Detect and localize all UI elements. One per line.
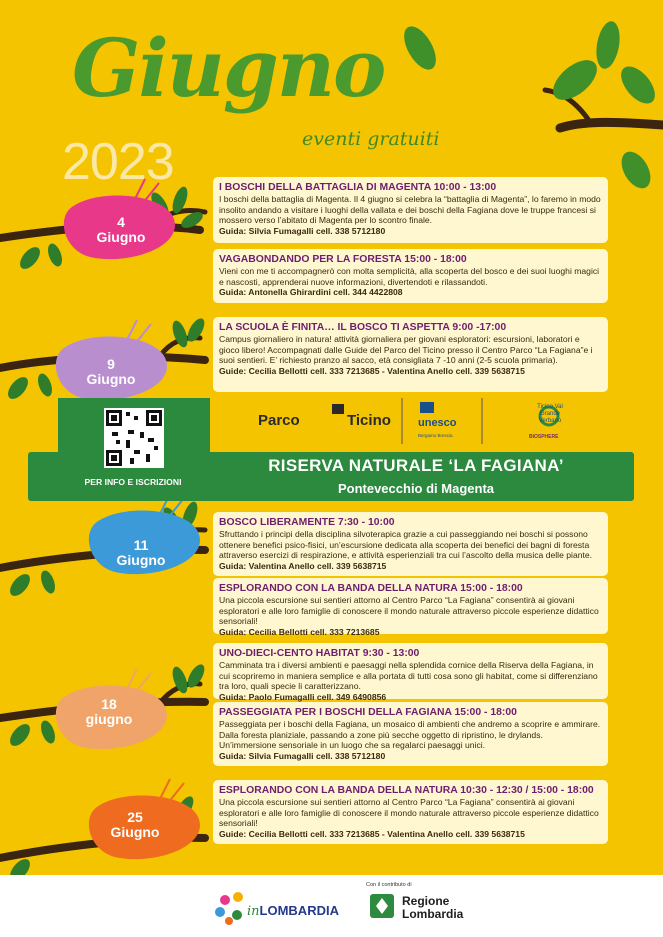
event-description: Una piccola escursione sui sentieri attorno al Centro Parco “La Fagiana” consentirà ai giovani esploratori e alle loro famiglie di conoscere il mondo naturale attraverso piccole esperienze didattico sensoriali! [219,595,599,627]
date-day: 11 [133,537,149,553]
event-guide: Guida: Silvia Fumagalli cell. 338 5712180 [219,750,386,761]
regione-lombardia-logo-icon [370,894,394,918]
banner-subtitle: Pontevecchio di Magenta [337,481,495,496]
regione-line1: Regione [402,894,450,908]
inlombardia-logo-icon [215,892,243,925]
date-month: Giugno [110,824,160,840]
event-description: Passeggiata per i boschi della Fagiana, un mosaico di ambienti che andremo a scoprire e ammirare. Dalla foresta planiziale, passando a zone più secche oggetto di ripristino, le drylands. Un’immersione sensoriale in un luogo che sa regalarci paesaggi unici. [219,719,601,751]
event-guide: Guide: Cecilia Bellotti cell. 333 7213685 - Valentina Anello cell. 339 5638715 [219,365,525,376]
event-description: Una piccola escursione sui sentieri attorno al Centro Parco “La Fagiana” consentirà ai giovani esploratori e alle loro famiglie di conoscere il mondo naturale attraverso piccole esperienze didattico sensoriali! [219,797,599,829]
inlombardia-prefix: in [247,904,260,919]
event-guide: Guida: Silvia Fumagalli cell. 338 5712180 [219,225,386,236]
ticino-reserve-label: Ticino Val Grande Verbano [537,404,563,424]
biosphere-label: BIOSPHERE [529,434,559,440]
date-day: 18 [101,696,117,712]
event-title: ESPLORANDO CON LA BANDA DELLA NATURA 10:30 - 12:30 / 15:00 - 18:00 [219,785,594,796]
event-title: VAGABONDANDO PER LA FORESTA 15:00 - 18:00 [219,254,467,265]
event-guide: Guida: Antonella Ghirardini cell. 344 4422808 [219,287,403,298]
event-description: Vieni con me ti accompagnerò con molta semplicità, alla scoperta del bosco e dei suoi luoghi magici e nascosti, apprenderai nuove informazioni, divertendoti e rilassandoti. [219,266,600,287]
date-month: Giugno [86,371,136,387]
event-description: I boschi della battaglia di Magenta. Il 4 giugno si celebra la “battaglia di Magenta”, lo faremo in modo insolito andando a visitare i luoghi della vallata e dei boschi della Fagiana dove le truppe francesi si mossero verso l’abitato di Magenta per lo scontro finale. [219,194,601,226]
event-title: ESPLORANDO CON LA BANDA DELLA NATURA 15:00 - 18:00 [219,583,523,594]
event-title: BOSCO LIBERAMENTE 7:30 - 10:00 [219,517,395,528]
page-subtitle: eventi gratuiti [302,128,440,150]
event-description: Sfruttando i principi della disciplina silvoterapica grazie a cui passeggiando nei boschi si possono ottenere benefici psico-fisici, un’escursione dedicata alla scoperta dei benefici dei bagni di foresta attraverso esercizi di respirazione, e attività esperienziali tra cui l’ascolto della musica delle piante. [219,529,593,561]
contribution-label: Con il contributo di [366,882,412,888]
regione-line2: Lombardia [402,907,464,921]
inlombardia-label [247,903,339,919]
banner-title: RISERVA NATURALE ‘LA FAGIANA’ [268,456,564,475]
page-title: Giugno [72,21,385,115]
parco-label-left: Parco [258,412,300,429]
event-description: Campus giornaliero in natura! attività giornaliera per giovani esploratori: escursioni, laboratori e gioco libero! Accompagnati dalle Guide del Parco del Ticino presso il Centro Parco “La Fagiana”e i suoi sentieri. E’ richiesto pranzo al sacco, età consigliata 7 -10 anni (2-5 scuola primaria). [219,334,593,366]
event-guide: Guide: Cecilia Bellotti cell. 333 7213685 - Valentina Anello cell. 339 5638715 [219,828,525,839]
event-description: Camminata tra i diversi ambienti e paesaggi nella splendida cornice della Riserva della Fagiana, in cui scopriremo in maniera semplice e alla portata di tutti cosa sono gli habitat, come si differenziano tra loro, quali specie li caratterizzano. [219,660,598,692]
event-title: UNO-DIECI-CENTO HABITAT 9:30 - 13:00 [219,648,420,659]
date-day: 4 [117,214,125,230]
inlombardia-name: LOMBARDIA [259,903,339,918]
date-day: 25 [127,809,143,825]
unesco-sublabel: Bergamo Brescia [418,433,453,438]
date-month: Giugno [116,552,166,568]
event-title: LA SCUOLA È FINITA… IL BOSCO TI ASPETTA 9:00 -17:00 [219,322,507,333]
date-month: giugno [85,711,133,727]
parco-label-right: Ticino [347,412,391,429]
year-label: 2023 [62,133,174,191]
event-guide: Guida: Valentina Anello cell. 339 5638715 [219,560,387,571]
date-month: Giugno [96,229,146,245]
regione-lombardia-label [402,895,463,921]
event-title: I BOSCHI DELLA BATTAGLIA DI MAGENTA 10:00 - 13:00 [219,182,497,193]
info-label: PER INFO E ISCRIZIONI [84,477,182,487]
unesco-label: unesco [418,417,457,429]
date-day: 9 [107,356,115,372]
event-title: PASSEGGIATA PER I BOSCHI DELLA FAGIANA 15:00 - 18:00 [219,707,517,718]
event-guide: Guida: Cecilia Bellotti cell. 333 7213685 [219,626,380,637]
event-guide: Guida: Paolo Fumagalli cell. 349 6490856 [219,691,387,702]
